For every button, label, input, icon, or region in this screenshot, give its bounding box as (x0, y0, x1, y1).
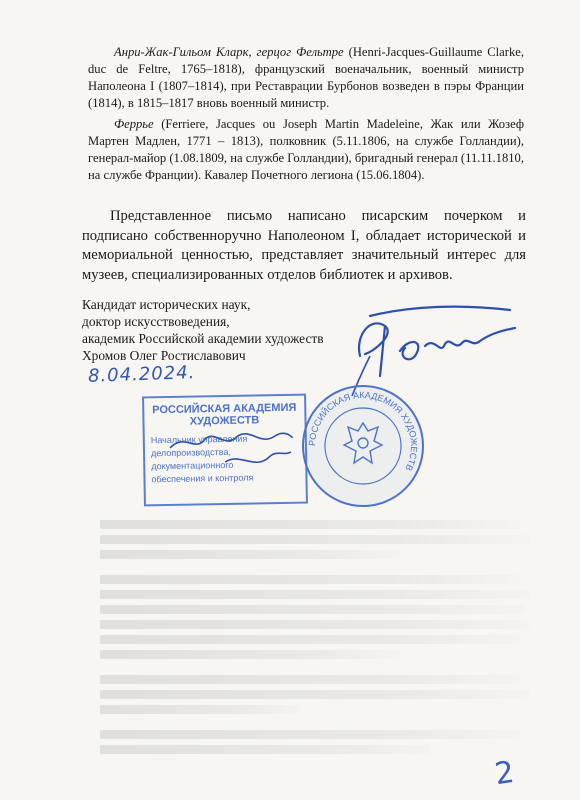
rectangular-stamp (142, 394, 308, 507)
stamp-sub-line2: делопроизводства, (150, 446, 232, 459)
round-seal (300, 383, 426, 509)
bio-clarke-name: Анри-Жак-Гильом Кларк, герцог Фельтре (114, 45, 344, 59)
stamp-sub-line3: документационного (151, 459, 234, 472)
signatory-degree: Кандидат исторических наук, (82, 297, 251, 312)
handwritten-date: 8.04.2024. (87, 362, 196, 387)
bleed-through-text (100, 520, 540, 760)
bio-clarke-text: (Henri-Jacques-Guillaume Clarke, duc de Feltre, 1765–1818), французский военачальник, военный министр Наполеона I (1807–1814), при Реставрации Бурбонов возведен в пэры Франции (1814), в 1815–1817 вновь военный министр. (88, 45, 524, 110)
signatory-block (82, 296, 382, 364)
signatory-name: Хромов Олег Ростиславович (82, 348, 246, 363)
conclusion-paragraph: Представленное письмо написано писарским почерком и подписано собственноручно Наполеоном I, обладает исторической и мемориальной ценностью, представляет значительный интерес для музеев, специализированных отделов библиотек и архивов. (82, 208, 526, 283)
seal-text: РОССИЙСКАЯ АКАДЕМИЯ ХУДОЖЕСТВ (306, 389, 420, 473)
stamp-org-line2: ХУДОЖЕСТВ (189, 414, 260, 428)
stamp-org-line1: РОССИЙСКАЯ АКАДЕМИЯ (152, 401, 297, 417)
page-number: 2 (492, 754, 517, 793)
bio-ferriere-name: Феррье (114, 117, 154, 131)
bio-clarke (88, 44, 524, 112)
stamp-sub-line4: обеспечения и контроля (151, 472, 254, 485)
stamp-sub-line1: Начальник управления (150, 433, 248, 446)
stamp-overwrite-signature (165, 426, 296, 478)
bio-ferriere-text: (Ferriere, Jacques ou Joseph Martin Madeleine, Жак или Жозеф Мартен Мадлен, 1771 – 1813), полковник (5.11.1806, на службе Голландии), генерал-майор (1.08.1809, на службе Голландии), бригадный генерал (11.11.1810, на службе Франции). Кавалер Почетного легиона (15.06.1804). (88, 117, 524, 182)
signatory-doctorate: доктор искусствоведения, (82, 314, 230, 329)
bio-ferriere (88, 116, 524, 184)
signatory-academy: академик Российской академии художеств (82, 331, 324, 346)
